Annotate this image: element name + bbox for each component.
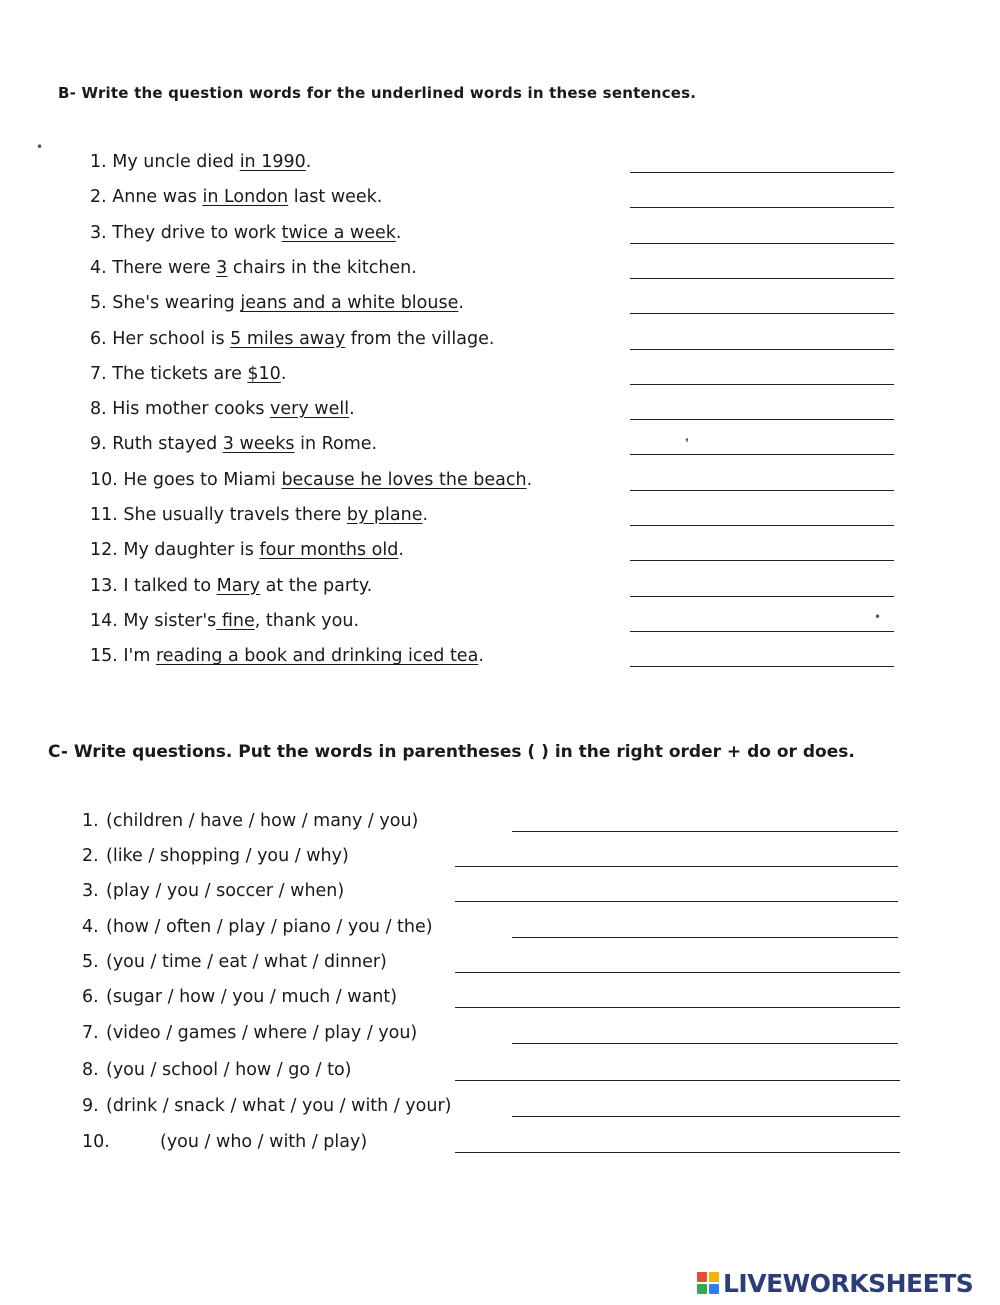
answer-line[interactable] bbox=[630, 596, 894, 597]
sentence-item bbox=[90, 505, 428, 525]
scan-speck: • bbox=[874, 610, 882, 624]
sentence-text: . bbox=[478, 646, 484, 667]
sentence-text: . bbox=[526, 469, 533, 490]
brand-name: LIVEWORKSHEETS bbox=[723, 1268, 974, 1298]
scrambled-words: (like / shopping / you / why) bbox=[106, 846, 349, 866]
question-number: 10. bbox=[82, 1132, 110, 1152]
sentence-item bbox=[90, 646, 484, 666]
answer-line[interactable] bbox=[455, 1007, 900, 1008]
scrambled-words: (children / have / how / many / you) bbox=[106, 811, 419, 831]
answer-line[interactable] bbox=[630, 666, 894, 667]
scrambled-words: (video / games / where / play / you) bbox=[106, 1023, 418, 1043]
sentence-text: from the village. bbox=[345, 328, 495, 349]
sentence-text: 4. There were bbox=[90, 257, 217, 278]
question-number: 2. bbox=[82, 846, 99, 866]
scrambled-words: (how / often / play / piano / you / the) bbox=[106, 917, 433, 937]
sentence-text: , thank you. bbox=[254, 610, 360, 631]
sentence-item bbox=[90, 293, 464, 313]
sentence-text: 3. They drive to work bbox=[90, 222, 282, 243]
sentence-text: 13. I talked to bbox=[90, 575, 217, 596]
answer-line[interactable] bbox=[630, 454, 894, 455]
underlined-words: jeans and a white blouse bbox=[240, 293, 459, 314]
answer-line[interactable] bbox=[455, 1080, 900, 1081]
answer-line[interactable] bbox=[630, 419, 894, 420]
answer-line[interactable] bbox=[512, 937, 898, 938]
sentence-item bbox=[90, 434, 377, 454]
scrambled-words: (you / time / eat / what / dinner) bbox=[106, 952, 387, 972]
answer-line[interactable] bbox=[630, 349, 894, 350]
sentence-text: 9. Ruth stayed bbox=[90, 434, 223, 455]
sentence-item bbox=[90, 187, 382, 207]
sentence-text: . bbox=[280, 363, 287, 384]
sentence-item bbox=[90, 152, 311, 172]
sentence-text: 7. The tickets are bbox=[90, 363, 248, 384]
sentence-text: . bbox=[395, 222, 402, 243]
question-number: 3. bbox=[82, 881, 99, 901]
section-c-heading: C- Write questions. Put the words in parentheses ( ) in the right order + do or does. bbox=[48, 742, 855, 762]
answer-line[interactable] bbox=[512, 831, 898, 832]
underlined-words: four months old bbox=[259, 540, 399, 561]
answer-line[interactable] bbox=[455, 866, 898, 867]
sentence-text: 12. My daughter is bbox=[90, 540, 260, 561]
answer-line[interactable] bbox=[630, 243, 894, 244]
sentence-text: 6. Her school is bbox=[90, 328, 231, 349]
question-number: 7. bbox=[82, 1023, 99, 1043]
scrambled-words: (drink / snack / what / you / with / your) bbox=[106, 1096, 452, 1116]
sentence-text: . bbox=[398, 540, 404, 561]
sentence-text: 1. My uncle died bbox=[90, 152, 240, 172]
sentence-text: at the party. bbox=[260, 575, 373, 596]
scrambled-words: (sugar / how / you / much / want) bbox=[106, 987, 398, 1007]
answer-line[interactable] bbox=[455, 901, 898, 902]
answer-line[interactable] bbox=[630, 384, 894, 385]
question-number: 6. bbox=[82, 987, 99, 1007]
scrambled-words: (you / who / with / play) bbox=[160, 1132, 368, 1152]
sentence-text: 2. Anne was bbox=[90, 187, 203, 208]
answer-line[interactable] bbox=[630, 490, 894, 491]
sentence-text: . bbox=[458, 293, 464, 314]
sentence-item bbox=[90, 576, 372, 596]
sentence-item bbox=[90, 399, 355, 419]
sentence-text: 10. He goes to Miami bbox=[90, 469, 282, 490]
underlined-words: Mary bbox=[216, 575, 261, 596]
section-b-heading: B- Write the question words for the underlined words in these sentences. bbox=[58, 84, 697, 102]
sentence-text: . bbox=[305, 152, 312, 172]
answer-line[interactable] bbox=[630, 560, 894, 561]
sentence-item bbox=[90, 223, 401, 243]
underlined-words: very well bbox=[270, 399, 350, 420]
sentence-item bbox=[90, 611, 359, 631]
sentence-text: 15. I'm bbox=[90, 646, 156, 667]
answer-line[interactable] bbox=[630, 278, 894, 279]
sentence-text: chairs in the kitchen. bbox=[227, 257, 417, 278]
question-number: 1. bbox=[82, 811, 99, 831]
underlined-words: 5 miles away bbox=[230, 328, 346, 349]
underlined-words: in 1990 bbox=[239, 152, 306, 172]
underlined-words: twice a week bbox=[281, 222, 396, 243]
sentence-text: in Rome. bbox=[294, 434, 378, 455]
scan-speck: ❜ bbox=[685, 436, 689, 450]
scrambled-words: (you / school / how / go / to) bbox=[106, 1060, 352, 1080]
underlined-words: 3 bbox=[216, 257, 228, 278]
sentence-text: 14. My sister's bbox=[90, 610, 217, 631]
answer-line[interactable] bbox=[455, 1152, 900, 1153]
underlined-words: $10 bbox=[247, 363, 281, 384]
underlined-words: 3 weeks bbox=[222, 434, 295, 455]
sentence-text: . bbox=[349, 399, 355, 420]
answer-line[interactable] bbox=[512, 1043, 898, 1044]
answer-line[interactable] bbox=[455, 972, 900, 973]
underlined-words: by plane bbox=[346, 505, 423, 525]
scrambled-words: (play / you / soccer / when) bbox=[106, 881, 345, 901]
sentence-text: last week. bbox=[288, 187, 383, 208]
sentence-item bbox=[90, 258, 417, 278]
underlined-words: reading a book and drinking iced tea bbox=[155, 646, 479, 667]
sentence-item bbox=[90, 364, 286, 384]
sentence-text: 8. His mother cooks bbox=[90, 399, 271, 420]
underlined-words: fine bbox=[216, 610, 255, 631]
sentence-item bbox=[90, 470, 532, 490]
sentence-item bbox=[90, 329, 494, 349]
answer-line[interactable] bbox=[512, 1116, 900, 1117]
sentence-text: 11. She usually travels there bbox=[90, 505, 347, 525]
answer-line[interactable] bbox=[630, 313, 894, 314]
question-number: 4. bbox=[82, 917, 99, 937]
answer-line[interactable] bbox=[630, 207, 894, 208]
sentence-item bbox=[90, 540, 404, 560]
underlined-words: because he loves the beach bbox=[281, 469, 527, 490]
sentence-text: . bbox=[422, 505, 429, 525]
answer-line[interactable] bbox=[630, 631, 894, 632]
question-number: 5. bbox=[82, 952, 99, 972]
sentence-text: 5. She's wearing bbox=[90, 293, 241, 314]
logo-mark-icon bbox=[697, 1272, 719, 1294]
answer-line[interactable] bbox=[630, 525, 894, 526]
question-number: 9. bbox=[82, 1096, 99, 1116]
question-number: 8. bbox=[82, 1060, 99, 1080]
answer-line[interactable] bbox=[630, 172, 894, 173]
liveworksheets-logo bbox=[697, 1268, 973, 1298]
underlined-words: in London bbox=[202, 187, 289, 208]
scan-speck: • bbox=[36, 140, 44, 154]
